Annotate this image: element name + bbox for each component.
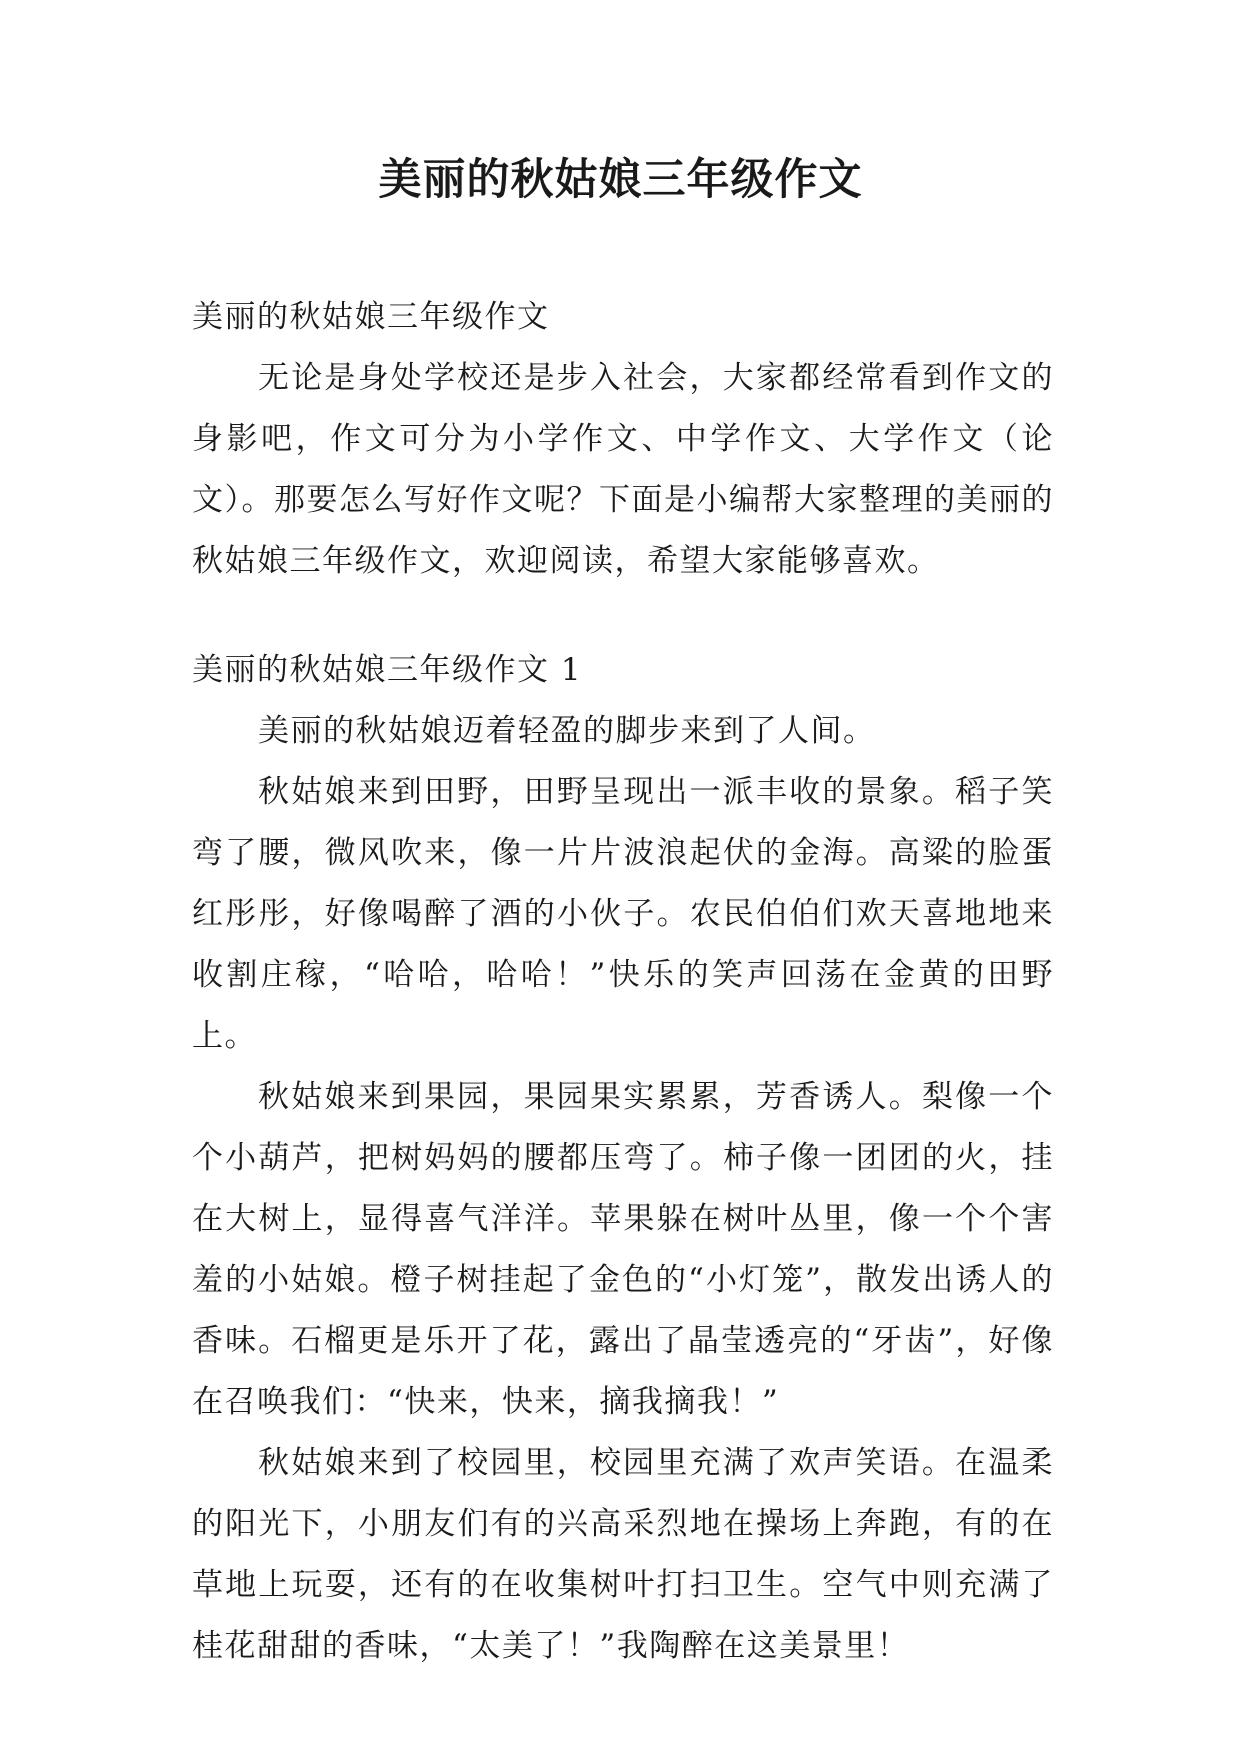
- essay-paragraph: 秋姑娘来到田野，田野呈现出一派丰收的景象。稻子笑弯了腰，微风吹来，像一片片波浪起伏的金海。高粱的脸蛋红彤彤，好像喝醉了酒的小伙子。农民伯伯们欢天喜地地来收割庄稼，“哈哈，哈哈！”快乐的笑声回荡在金黄的田野上。: [192, 774, 1054, 1054]
- intro-paragraph: 无论是身处学校还是步入社会，大家都经常看到作文的身影吧，作文可分为小学作文、中学作文、大学作文（论文）。那要怎么写好作文呢？下面是小编帮大家整理的美丽的秋姑娘三年级作文，欢迎阅读，希望大家能够喜欢。: [192, 360, 1054, 579]
- document-title: 美丽的秋姑娘三年级作文: [378, 155, 863, 205]
- essay-paragraph: 秋姑娘来到了校园里，校园里充满了欢声笑语。在温柔的阳光下，小朋友们有的兴高采烈地在操场上奔跑，有的在草地上玩耍，还有的在收集树叶打扫卫生。空气中则充满了桂花甜甜的香味，“太美了！”我陶醉在这美景里！: [192, 1445, 1054, 1664]
- intro-section: [192, 287, 1054, 592]
- essay-paragraph: 美丽的秋姑娘迈着轻盈的脚步来到了人间。: [258, 713, 876, 749]
- intro-heading: 美丽的秋姑娘三年级作文: [192, 299, 550, 335]
- essay-heading: 美丽的秋姑娘三年级作文 1: [192, 652, 583, 688]
- essay-section: [192, 640, 1054, 1677]
- essay-paragraph: 秋姑娘来到果园，果园果实累累，芳香诱人。梨像一个个小葫芦，把树妈妈的腰都压弯了。柿子像一团团的火，挂在大树上，显得喜气洋洋。苹果躲在树叶丛里，像一个个害羞的小姑娘。橙子树挂起了金色的“小灯笼”，散发出诱人的香味。石榴更是乐开了花，露出了晶莹透亮的“牙齿”，好像在召唤我们：“快来，快来，摘我摘我！”: [192, 1079, 1054, 1420]
